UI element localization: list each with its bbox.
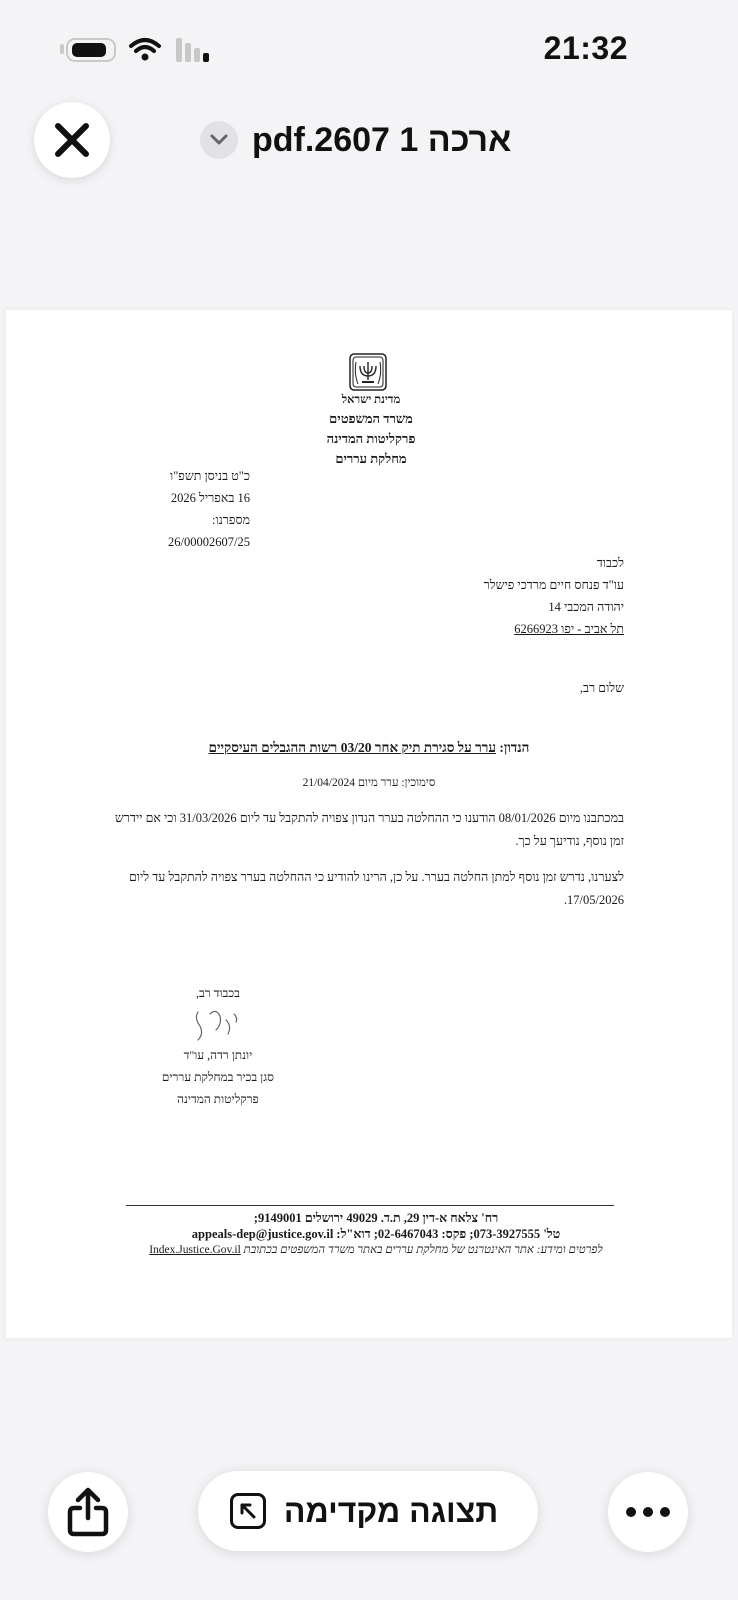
letter-footer [106, 1210, 646, 1258]
ministry-line-state: מדינת ישראל [341, 394, 401, 406]
state-emblem-icon [348, 352, 388, 392]
ministry-line-prosecution: פרקליטות המדינה [326, 431, 416, 446]
signer-role: סגן בכיר במחלקת עררים [161, 1070, 274, 1084]
footer-info [106, 1242, 646, 1258]
signer-office: פרקליטות המדינה [177, 1092, 259, 1106]
chevron-down-icon [210, 134, 228, 146]
ministry-line-department: מחלקת עררים [335, 451, 407, 466]
hebrew-date: כ"ט בניסן תשפ"ו [170, 469, 250, 483]
footer-divider [126, 1205, 614, 1206]
subject-text: ערר על סגירת תיק אחר 03/20 רשות ההגבלים העיסקיים [208, 740, 497, 755]
recipient-street: יהודה המכבי 14 [548, 600, 624, 614]
reference-line: סימוכין: ערר מיום 21/04/2024 [302, 777, 436, 789]
ref-number: 26/00002607/25 [168, 535, 250, 549]
body-paragraph: לצערנו, נדרש זמן נוסף למתן החלטה בערר. על כן, הרינו להודיע כי ההחלטה בערר צפויה להתקבל עד ליום 17/05/2026. [128, 870, 624, 907]
document-title: ארכה 1 pdf.2607 [252, 120, 512, 159]
recipient-city: תל אביב - יפו 6266923 [514, 622, 624, 636]
body-paragraph: במכתבנו מיום 08/01/2026 הודענו כי ההחלטה בערר הנדון צפויה להתקבל עד ליום 31/03/2026 וכי אם יידרש זמן נוסף, נודיעך על כך. [114, 811, 624, 848]
ministry-line-ministry: משרד המשפטים [329, 411, 413, 426]
share-button[interactable] [48, 1472, 128, 1552]
footer-info-text: לפרטים ומידע: אתר האינטרנט של מחלקת עררים באתר משרד המשפטים בכתובת [243, 1244, 603, 1256]
pdf-page[interactable] [6, 310, 732, 1338]
open-preview-icon [230, 1493, 266, 1529]
subject-label: הנדון: [499, 740, 530, 755]
preview-button[interactable] [198, 1471, 538, 1551]
more-dot [626, 1507, 636, 1517]
cellular-signal-icon [176, 38, 212, 62]
closing: בכבוד רב, [195, 986, 240, 1000]
ministry-header [206, 392, 536, 469]
battery-cap [60, 44, 64, 54]
wifi-icon [128, 36, 162, 62]
handwritten-signature [188, 1004, 248, 1044]
status-time: 21:32 [543, 30, 628, 66]
footer-contact: טל' 073-3927555; פקס: 02-6467043; דוא"ל: appeals-dep@justice.gov.il [191, 1227, 561, 1241]
recipient-block [484, 552, 624, 640]
signature-block [162, 982, 274, 1110]
date-block [168, 465, 250, 553]
recipient-salutation: לכבוד [596, 556, 624, 570]
more-options-button[interactable] [608, 1472, 688, 1552]
title-dropdown-button[interactable] [200, 121, 238, 159]
signer-name: יונתן רדה, עו"ד [183, 1048, 253, 1062]
preview-label: תצוגה מקדימה [283, 1492, 499, 1529]
footer-address: רח' צלאח א-דין 29, ת.ד. 49029 ירושלים 9149001; [253, 1211, 499, 1225]
footer-site-link[interactable]: Index.Justice.Gov.il [149, 1244, 241, 1256]
close-icon [53, 121, 91, 159]
ref-label: מספרנו: [212, 513, 250, 527]
subject-line [6, 740, 732, 756]
recipient-name: עו"ד פנחס חיים מרדכי פישלר [483, 578, 624, 592]
greeting: שלום רב, [579, 681, 624, 695]
more-dot [643, 1507, 653, 1517]
status-bar [0, 0, 738, 100]
gregorian-date: 16 באפריל 2026 [170, 491, 250, 505]
close-button[interactable] [34, 102, 110, 178]
battery-icon [66, 38, 116, 62]
more-dot [660, 1507, 670, 1517]
share-icon [66, 1486, 110, 1538]
document-title-menu[interactable] [200, 116, 560, 164]
